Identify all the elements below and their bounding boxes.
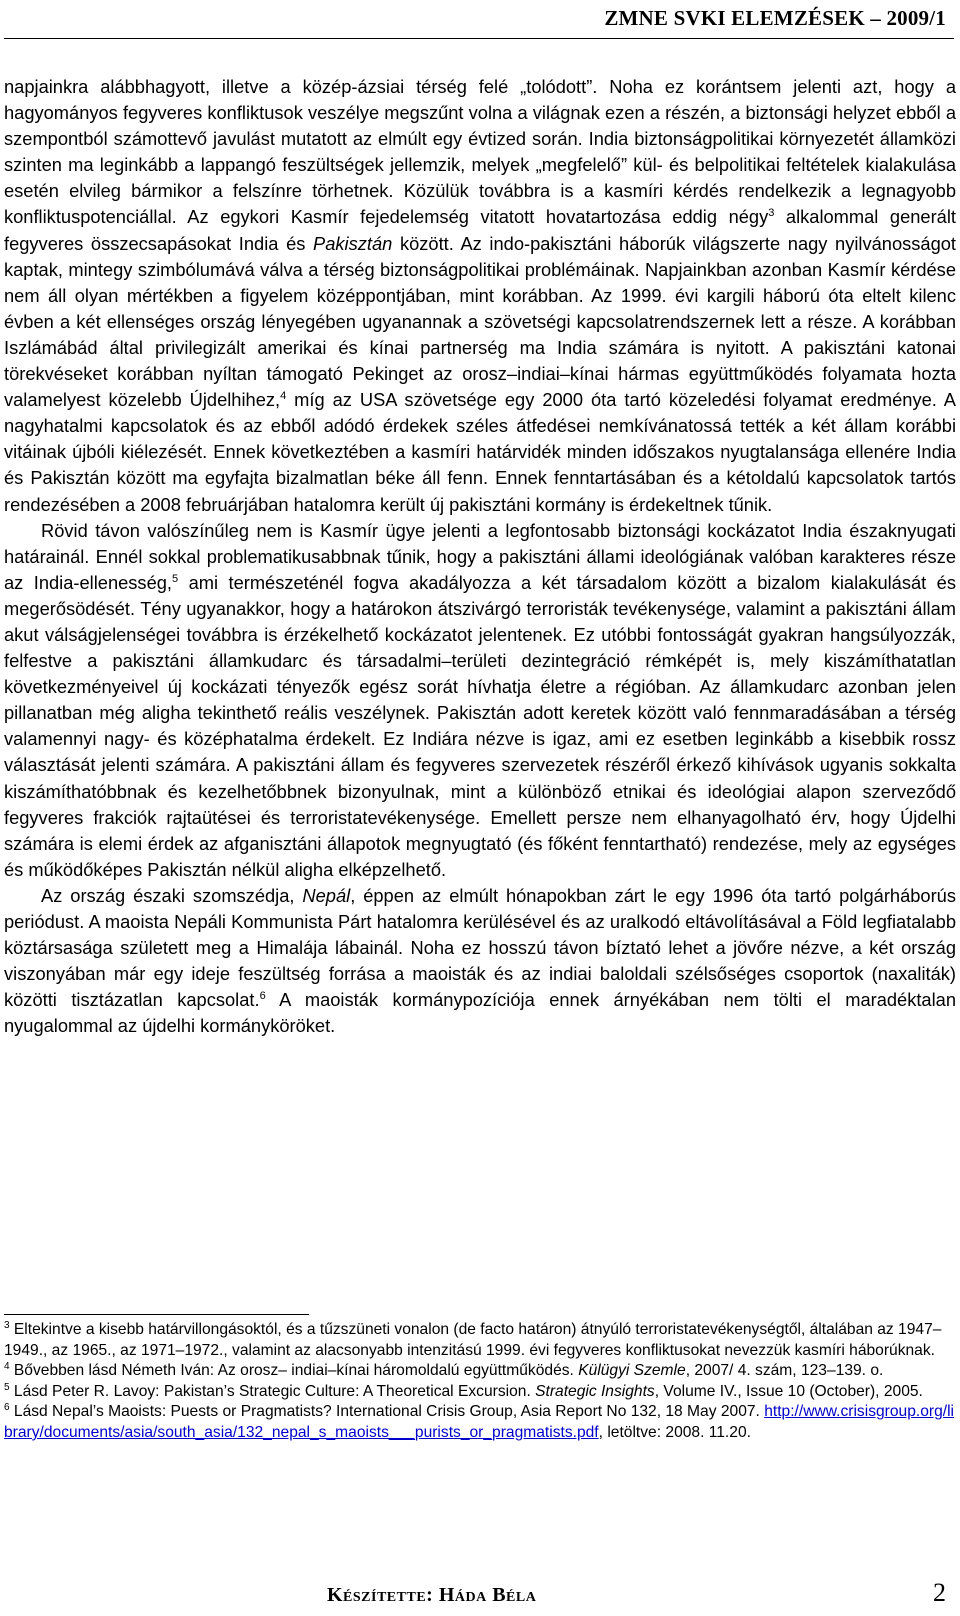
footnotes bbox=[4, 1320, 956, 1444]
text-run: , éppen az elmúlt hónapokban zárt le egy 1996 óta tartó polgárháborús periódust. A maoista Nepáli Kommunista Párt hatalomra kerülésével és az uralkodó eltávolításával a Föld legfiatalabb köztársasága született meg a Himalája lábainál. Noha ez hosszú távon bíztató lehet a jövőre nézve, a két ország viszonyában már egy ideje feszültség forrása a maoisták és az indiai baloldali szélsőséges csoportok (naxaliták) közötti tisztázatlan kapcsolat. bbox=[4, 884, 956, 1011]
header-divider bbox=[4, 38, 954, 39]
text-run: Eltekintve a kisebb határvillongásoktól, és a tűzszüneti vonalon (de facto határon) átnyúló terroristatevékenységtől, általában az 1947–1949., az 1965., az 1971–1972., valamint az alacsonyabb intenzitású 1999. évi fegyveres konfliktusokat nevezzük kasmíri háborúknak. bbox=[4, 1321, 942, 1359]
text-run: Az ország északi szomszédja, bbox=[41, 884, 303, 906]
footnote-separator bbox=[4, 1314, 309, 1315]
footnote-ref: 6 bbox=[4, 1402, 10, 1414]
text-run: alkalommal generált fegyveres összecsapásokat India és bbox=[4, 206, 956, 254]
text-run: , 2007/ 4. szám, 123–139. o. bbox=[685, 1362, 884, 1380]
italic-text: Külügyi Szemle bbox=[578, 1362, 686, 1380]
paragraph bbox=[4, 74, 956, 518]
footnote-ref: 4 bbox=[280, 390, 287, 403]
running-header: ZMNE SVKI ELEMZÉSEK – 2009/1 bbox=[604, 6, 946, 30]
article-body bbox=[4, 74, 956, 1039]
italic-text: Strategic Insights bbox=[535, 1382, 655, 1400]
text-run: ami természeténél fogva akadályozza a két társadalom között a bizalom kialakulását és megerősödését. Tény ugyanakkor, hogy a határokon átszivárgó terroristák tevékenysége, valamint a pakisztáni állam akut válságjelenségei továbbra is érzékelhető kockázatot jelentenek. Ez utóbbi fontosságát gyakran hangsúlyozzák, felfestve a pakisztáni államkudarc és társadalmi–területi dezintegráció rémképét is, mely kiszámíthatatlan következményeivel új kockázati tényezők egész sorát hívhatja életre a régióban. Az államkudarc azonban jelen pillanatban még aligha tekinthető reális veszélynek. Pakisztán adott keretek között való fennmaradásában a térség valamennyi nagy- és középhatalma érdekelt. Ez Indiára nézve is igaz, ami ez esetben leginkább a kisebbik rossz választását jelenti számára. A pakisztáni állam és fegyveres szervezetek részéről érkező kihívások ugyanis sokkalta kiszámíthatóbbnak és kezelhetőbbnek bizonyulnak, mint a különböző etnikai és ideológiai alapon szerveződő fegyveres frakciók rajtaütései és terroristatevékenysége. Emellett persze nem elhanyagolható érv, hogy Újdelhi számára is elemi érdek az afganisztáni állapotok megnyugtató (és főként fenntartható) rendezése, mely az egységes és működőképes Pakisztán nélkül aligha elképzelhető. bbox=[4, 571, 956, 880]
footnote-5 bbox=[4, 1382, 956, 1403]
author-footer: Készítette: Háda Béla bbox=[327, 1584, 537, 1606]
italic-text: Pakisztán bbox=[313, 232, 393, 254]
page-number: 2 bbox=[933, 1578, 946, 1607]
text-run: míg az USA szövetsége egy 2000 óta tartó közeledési folyamat eredménye. A nagyhatalmi kapcsolatok és az ebből adódó érdekek széles átfedései nemkívánatossá tették a két állam korábbi vitáinak újbóli kiélezését. Ennek következtében a kasmíri határvidék minden időszakos nyugtalansága ellenére India és Pakisztán között ma egyfajta bizalmatlan béke áll fenn. Ennek fenntartásában és a kétoldalú kapcsolatok tartós rendezésében a 2008 februárjában hatalomra került új pakisztáni kormány is érdekeltnek tűnik. bbox=[4, 389, 956, 515]
text-run: Bővebben lásd Németh Iván: Az orosz– indiai–kínai háromoldalú együttműködés. bbox=[9, 1362, 579, 1380]
italic-text: Nepál bbox=[302, 884, 351, 906]
footnote-ref: 5 bbox=[4, 1381, 10, 1393]
text-run: Rövid távon valószínűleg nem is Kasmír ügye jelenti a legfontosabb biztonsági kockázatot India északnyugati határainál. Ennél sokkal problematikusabbnak tűnik, hogy a pakisztáni állami ideológiának valóban karakteres része az India-ellenesség, bbox=[4, 519, 956, 593]
text-run: Lásd Peter R. Lavoy: Pakistan’s Strategic Culture: A Theoretical Excursion. bbox=[9, 1382, 536, 1400]
paragraph bbox=[4, 883, 956, 1040]
footnote-ref: 6 bbox=[259, 990, 266, 1003]
footnote-ref: 3 bbox=[4, 1320, 10, 1331]
footnote-ref: 5 bbox=[171, 572, 179, 585]
footnote-ref: 3 bbox=[768, 207, 775, 220]
text-run: napjainkra alábbhagyott, illetve a közép-ázsiai térség felé „tolódott”. Noha ez korántsem jelenti azt, hogy a hagyományos fegyveres konfliktusok veszélye megszűnt volna a világnak ezen a részén, a biztonsági helyzet ebből a szempontból számottevő javulást mutatott az elmúlt egy évtized során. India biztonságpolitikai környezetét államközi szinten ma leginkább a lappangó feszültségek jellemzik, melyek „megfelelő” kül- és belpolitikai feltételek kialakulása esetén elvileg bármikor a felszínre törhetnek. Közülük továbbra is a kasmíri kérdés rendelkezik a legnagyobb konfliktuspotenciállal. Az egykori Kasmír fejedelemség vitatott hovatartozása eddig négy bbox=[4, 76, 956, 228]
paragraph bbox=[4, 518, 956, 883]
text-run: , letöltve: 2008. 11.20. bbox=[598, 1423, 751, 1441]
footnote-3 bbox=[4, 1320, 956, 1361]
source-link[interactable]: http://www.crisisgroup.org/library/documents/asia/south_asia/132_nepal_s_maoists___purists_or_pragmatists.pdf bbox=[4, 1403, 955, 1441]
text-run: között. Az indo-pakisztáni háborúk világszerte nagy nyilvánosságot kaptak, mintegy szimbólumává válva a térség biztonságpolitikai problémáinak. Napjainkban azonban Kasmír kérdése nem áll olyan mértékben a figyelem középpontjában, mint korábban. Az 1999. évi kargili háború óta eltelt kilenc évben a két ellenséges ország lényegében ugyanannak a szövetségi kapcsolatrendszernek lett a része. A korábban Iszlámábád által privilegizált amerikai és kínai partnerség ma India számára is nyitott. A pakisztáni katonai törekvéseket korábban nyíltan támogató Pekinget az orosz–indiai–kínai hármas együttműködés folyamata hozta valamelyest közelebb Újdelhihez, bbox=[4, 232, 956, 411]
footnote-6 bbox=[4, 1402, 956, 1443]
footnote-4 bbox=[4, 1361, 956, 1382]
text-run: A maoisták kormánypozíciója ennek árnyékában nem tölti el maradéktalan nyugalommal az újdelhi kormányköröket. bbox=[4, 989, 956, 1037]
footnote-ref: 4 bbox=[4, 1361, 10, 1373]
text-run: Lásd Nepal’s Maoists: Puests or Pragmatists? International Crisis Group, Asia Report No 132, 18 May 2007. bbox=[9, 1403, 765, 1421]
text-run: , Volume IV., Issue 10 (October), 2005. bbox=[654, 1382, 923, 1400]
